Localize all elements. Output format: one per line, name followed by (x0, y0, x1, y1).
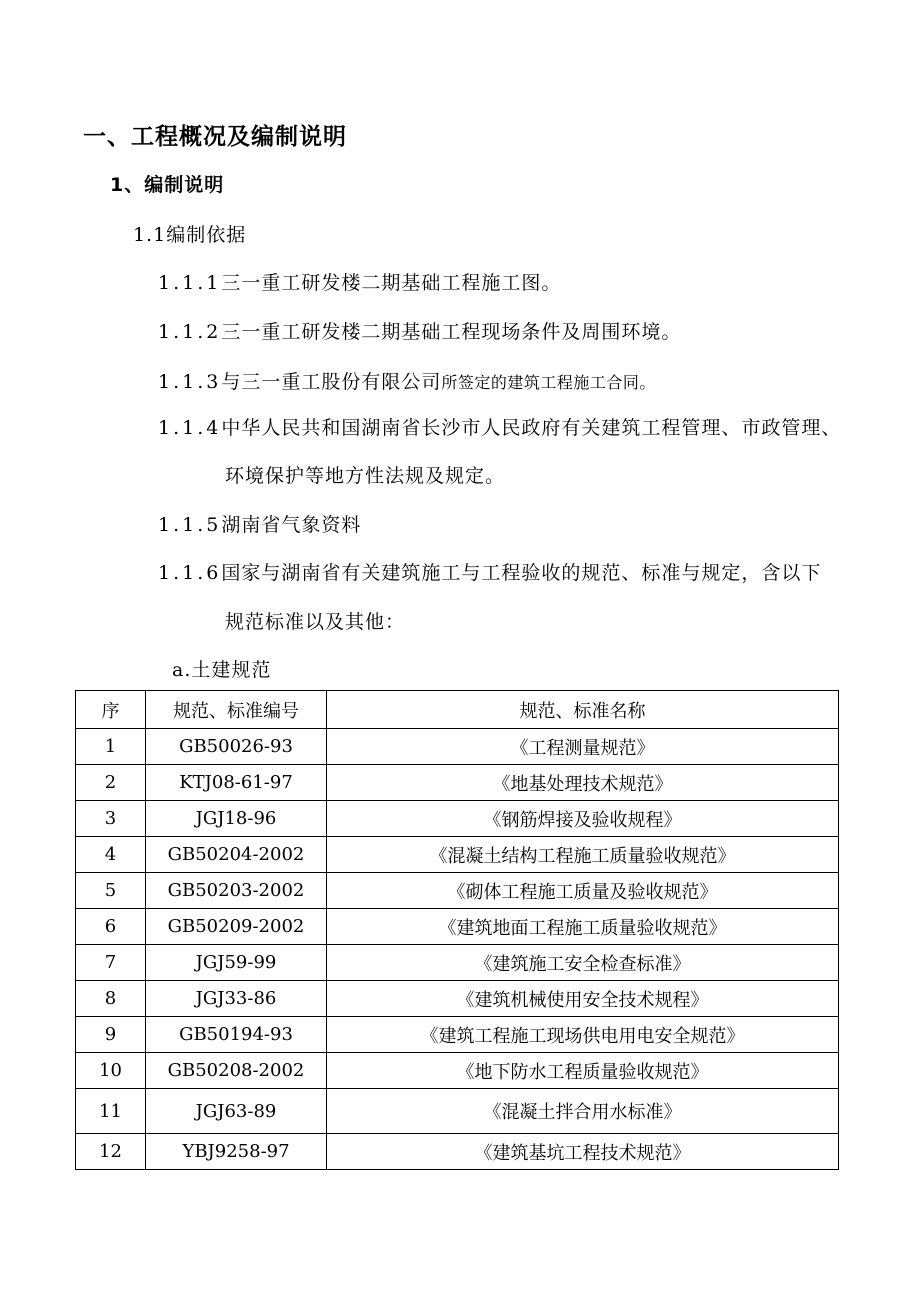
cell-seq: 4 (76, 837, 146, 873)
header-seq: 序 (76, 691, 146, 729)
table-row (76, 909, 839, 945)
basis-number: 1.1.1 (158, 272, 222, 294)
cell-seq: 1 (76, 729, 146, 765)
header-name: 规范、标准名称 (327, 691, 839, 729)
basis-text: 中华人民共和国湖南省长沙市人民政府有关建筑工程管理、市政管理、 (221, 417, 842, 439)
cell-seq: 6 (76, 909, 146, 945)
cell-code: GB50026-93 (146, 729, 327, 765)
basis-item (158, 413, 841, 440)
cell-name: 《建筑地面工程施工质量验收规范》 (327, 909, 839, 945)
basis-number: 1.1.6 (158, 562, 222, 584)
cell-seq: 9 (76, 1017, 146, 1053)
table-row (76, 801, 839, 837)
cell-seq: 11 (76, 1089, 146, 1134)
basis-item (158, 317, 681, 344)
table-row (76, 765, 839, 801)
basis-number: 1.1.2 (158, 321, 222, 343)
cell-code: JGJ59-99 (146, 945, 327, 981)
cell-name: 《建筑工程施工现场供电用电安全规范》 (327, 1017, 839, 1053)
cell-code: GB50208-2002 (146, 1053, 327, 1089)
basis-text: 三一重工研发楼二期基础工程现场条件及周围环境。 (221, 321, 682, 343)
cell-seq: 2 (76, 765, 146, 801)
cell-seq: 7 (76, 945, 146, 981)
cell-seq: 3 (76, 801, 146, 837)
basis-text: 与三一重工股份有限公司 (221, 371, 442, 393)
table-row (76, 1089, 839, 1134)
cell-name: 《混凝土拌合用水标准》 (327, 1089, 839, 1134)
basis-number: 1.1.4 (158, 417, 222, 439)
standards-table (75, 690, 839, 1170)
cell-code: KTJ08-61-97 (146, 765, 327, 801)
table-row (76, 873, 839, 909)
basis-text: 湖南省气象资料 (221, 514, 362, 536)
heading-2: 1、编制说明 (110, 174, 225, 196)
basis-item (158, 510, 361, 537)
section-heading: 1.1编制依据 (133, 224, 247, 246)
cell-code: GB50203-2002 (146, 873, 327, 909)
table-row (76, 1134, 839, 1170)
table-row (76, 729, 839, 765)
cell-name: 《混凝土结构工程施工质量验收规范》 (327, 837, 839, 873)
cell-code: YBJ9258-97 (146, 1134, 327, 1170)
basis-number: 1.1.3 (158, 371, 222, 393)
table-row (76, 837, 839, 873)
table-row (76, 981, 839, 1017)
basis-item (158, 268, 561, 295)
cell-code: JGJ18-96 (146, 801, 327, 837)
cell-code: GB50194-93 (146, 1017, 327, 1053)
cell-name: 《地下防水工程质量验收规范》 (327, 1053, 839, 1089)
cell-name: 《建筑机械使用安全技术规程》 (327, 981, 839, 1017)
basis-continuation: 规范标准以及其他： (225, 611, 406, 633)
basis-item (158, 367, 656, 394)
header-code: 规范、标准编号 (146, 691, 327, 729)
cell-name: 《地基处理技术规范》 (327, 765, 839, 801)
cell-code: GB50204-2002 (146, 837, 327, 873)
basis-continuation: 环境保护等地方性法规及规定。 (225, 465, 506, 487)
table-row (76, 1053, 839, 1089)
cell-name: 《砌体工程施工质量及验收规范》 (327, 873, 839, 909)
cell-seq: 8 (76, 981, 146, 1017)
cell-seq: 12 (76, 1134, 146, 1170)
basis-item (158, 558, 821, 585)
cell-seq: 10 (76, 1053, 146, 1089)
cell-code: JGJ33-86 (146, 981, 327, 1017)
basis-number: 1.1.5 (158, 514, 222, 536)
cell-name: 《工程测量规范》 (327, 729, 839, 765)
cell-code: GB50209-2002 (146, 909, 327, 945)
subheading: a.土建规范 (172, 659, 272, 681)
cell-seq: 5 (76, 873, 146, 909)
cell-name: 《钢筋焊接及验收规程》 (327, 801, 839, 837)
heading-1: 一、工程概况及编制说明 (83, 124, 347, 150)
basis-text: 三一重工研发楼二期基础工程施工图。 (221, 272, 562, 294)
basis-text-small: 所签定的建筑工程施工合同。 (441, 373, 656, 392)
table-row (76, 945, 839, 981)
cell-name: 《建筑基坑工程技术规范》 (327, 1134, 839, 1170)
table-row (76, 1017, 839, 1053)
basis-text: 国家与湖南省有关建筑施工与工程验收的规范、标准与规定，含以下 (221, 562, 822, 584)
table-header-row (76, 691, 839, 729)
cell-name: 《建筑施工安全检查标准》 (327, 945, 839, 981)
cell-code: JGJ63-89 (146, 1089, 327, 1134)
